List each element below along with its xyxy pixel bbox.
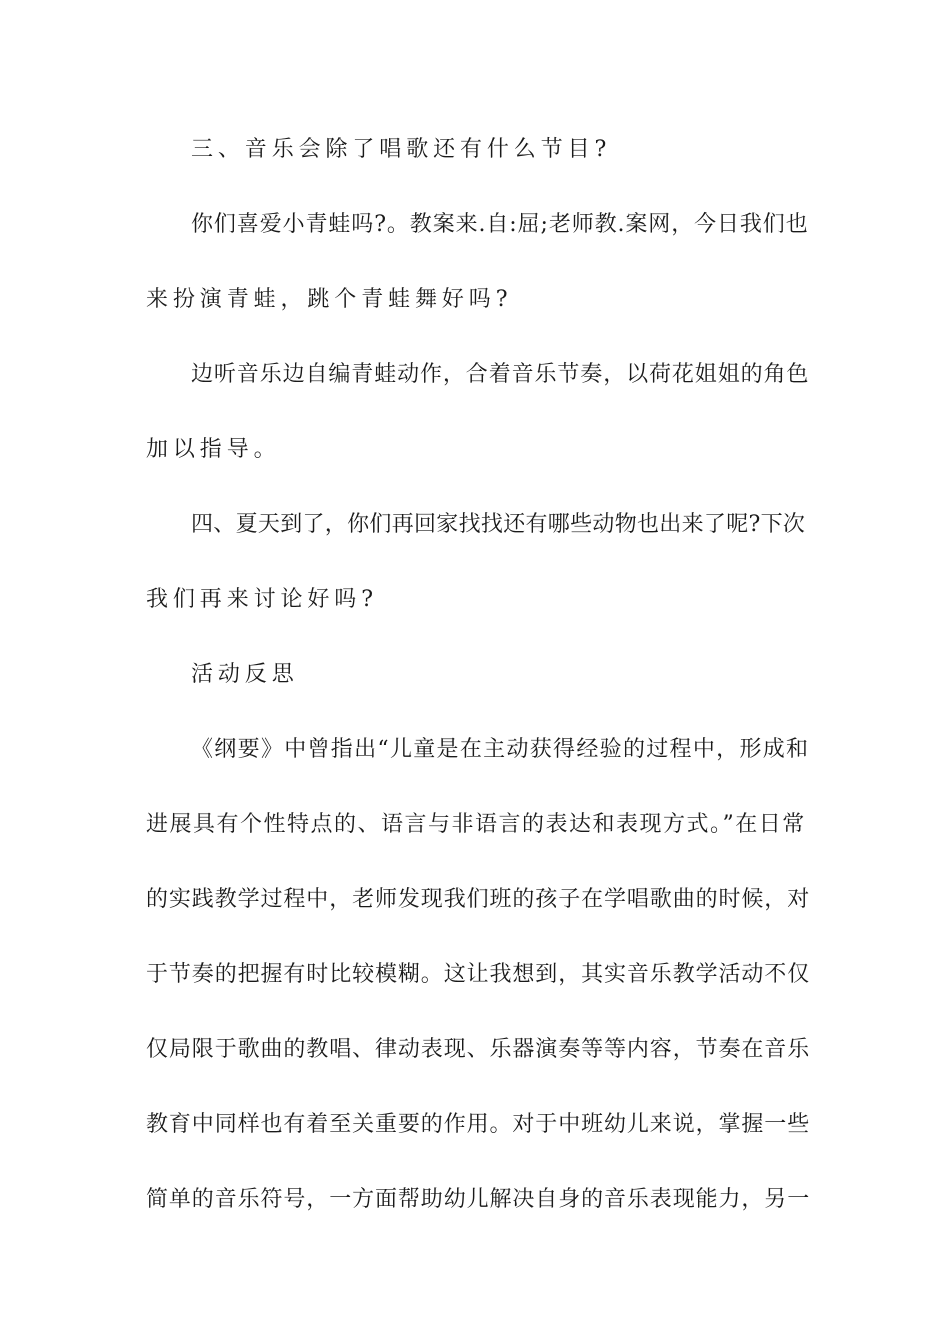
paragraph-line: 进展具有个性特点的、语言与非语言的表达和表现方式。”在日常: [146, 812, 806, 837]
paragraph-line: 来扮演青蛙，跳个青蛙舞好吗?: [146, 287, 513, 312]
section-title-reflection: 活动反思: [191, 662, 299, 687]
paragraph-heading-four: 四、夏天到了，你们再回家找找还有哪些动物也出来了呢?下次: [191, 512, 806, 537]
paragraph-heading-three: 三、音乐会除了唱歌还有什么节目?: [191, 137, 612, 162]
paragraph-line: 我们再来讨论好吗?: [146, 587, 378, 612]
paragraph-line: 边听音乐边自编青蛙动作，合着音乐节奏，以荷花姐姐的角色: [191, 362, 810, 387]
paragraph-line: 仅局限于歌曲的教唱、律动表现、乐器演奏等等内容，节奏在音乐: [146, 1037, 811, 1062]
paragraph-line: 的实践教学过程中，老师发现我们班的孩子在学唱歌曲的时候，对: [146, 887, 811, 912]
paragraph-line: 《纲要》中曾指出“儿童是在主动获得经验的过程中，形成和: [191, 737, 810, 762]
paragraph-line: 加以指导。: [146, 437, 281, 462]
paragraph-line: 你们喜爱小青蛙吗?。教案来.自:屈;老师教.案网，今日我们也: [191, 212, 809, 237]
paragraph-line: 简单的音乐符号，一方面帮助幼儿解决自身的音乐表现能力，另一: [146, 1187, 811, 1212]
paragraph-line: 教育中同样也有着至关重要的作用。对于中班幼儿来说，掌握一些: [146, 1112, 811, 1137]
paragraph-line: 于节奏的把握有时比较模糊。这让我想到，其实音乐教学活动不仅: [146, 962, 811, 987]
